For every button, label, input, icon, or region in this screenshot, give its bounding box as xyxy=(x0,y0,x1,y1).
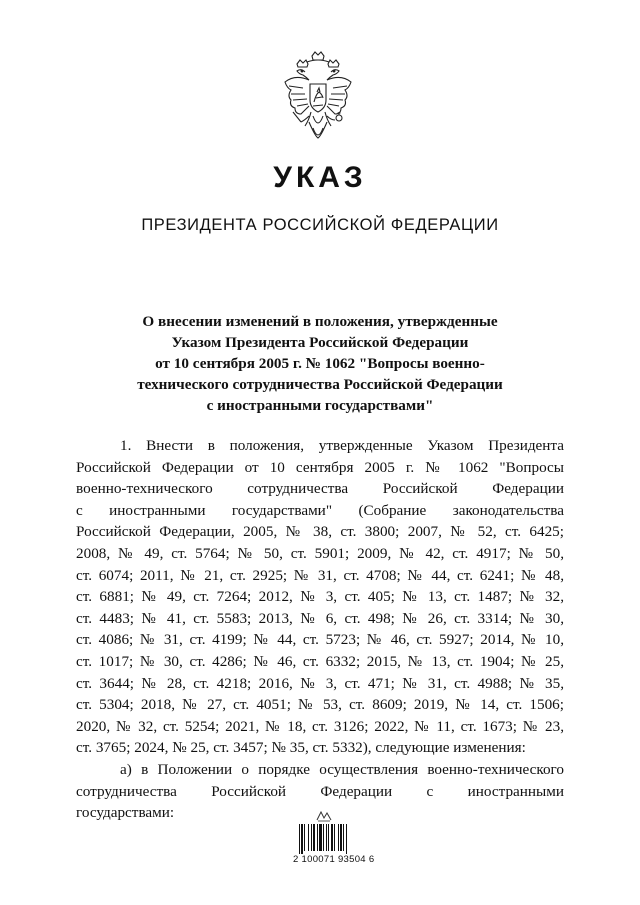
body-line: Российской Федерации, 2005, № 38, ст. 3800; 2007, № 52, ст. 6425; xyxy=(76,523,564,541)
barcode-bar xyxy=(304,824,305,851)
decree-title: УКАЗ xyxy=(273,161,367,194)
body-line: военно-технического сотрудничества Российской Федерации xyxy=(76,480,564,498)
russian-coat-of-arms-icon xyxy=(279,50,357,146)
body-line: 2008, № 49, ст. 5764; № 50, ст. 5901; 2009, № 42, ст. 4917; № 50, xyxy=(76,544,564,562)
barcode-bars-icon xyxy=(299,824,361,854)
body-line: ст. 5304; 2018, № 27, ст. 4051; № 53, ст. 8609; 2019, № 14, ст. 1506; xyxy=(76,696,564,714)
heading-line: технического сотрудничества Российской Федерации xyxy=(137,376,503,393)
barcode-bar xyxy=(328,824,329,851)
document-heading xyxy=(100,311,540,416)
barcode-bar xyxy=(346,824,347,854)
barcode-bar xyxy=(308,824,309,851)
barcode-bar xyxy=(319,824,322,851)
heading-line: О внесении изменений в положения, утвержденные xyxy=(142,313,498,330)
decree-body xyxy=(76,435,564,824)
body-line: 1. Внести в положения, утвержденные Указом Президента xyxy=(120,437,564,454)
barcode-bar xyxy=(340,824,342,851)
body-line: ст. 1017; № 30, ст. 4286; № 46, ст. 6332; 2015, № 13, ст. 1904; № 25, xyxy=(76,652,564,670)
body-line: ст. 6074; 2011, № 21, ст. 2925; № 31, ст. 4708; № 44, ст. 6241; № 48, xyxy=(76,566,564,584)
body-line: ст. 3644; № 28, ст. 4218; 2016, № 3, ст. 471; № 31, ст. 4988; № 35, xyxy=(76,674,564,692)
decree-subtitle: ПРЕЗИДЕНТА РОССИЙСКОЙ ФЕДЕРАЦИИ xyxy=(141,216,499,234)
body-line: а) в Положении о порядке осуществления военно-технического xyxy=(120,760,564,778)
barcode-bar xyxy=(323,824,324,851)
barcode-bar xyxy=(299,824,300,854)
body-line: ст. 6881; № 49, ст. 7264; 2012, № 3, ст. 405; № 13, ст. 1487; № 32, xyxy=(76,588,564,606)
heading-line: от 10 сентября 2005 г. № 1062 "Вопросы военно- xyxy=(155,355,485,372)
barcode-number: 2 100071 93504 6 xyxy=(293,854,375,865)
body-line: сотрудничества Российской Федерации с иностранными xyxy=(76,782,564,800)
barcode-bar xyxy=(317,824,318,851)
barcode-bar xyxy=(343,824,344,851)
body-line: государствами: xyxy=(76,804,175,822)
barcode-bar xyxy=(334,824,335,851)
body-line: ст. 3765; 2024, № 25, ст. 3457; № 35, ст. 5332), следующие изменения: xyxy=(76,739,526,757)
body-line: ст. 4483; № 41, ст. 5583; 2013, № 6, ст. 498; № 26, ст. 3314; № 30, xyxy=(76,609,564,627)
document-mark-icon xyxy=(315,810,333,822)
heading-line: Указом Президента Российской Федерации xyxy=(171,334,469,351)
body-line: ст. 4086; № 31, ст. 4199; № 44, ст. 5723; № 46, ст. 5927; 2014, № 10, xyxy=(76,631,564,649)
barcode-bar xyxy=(313,824,315,851)
heading-line: с иностранными государствами" xyxy=(206,397,434,414)
body-line: 2020, № 32, ст. 5254; 2021, № 18, ст. 3126; 2022, № 11, ст. 1673; № 23, xyxy=(76,717,564,735)
barcode-bar xyxy=(301,824,303,854)
body-line: Российской Федерации от 10 сентября 2005 г. № 1062 "Вопросы xyxy=(76,458,564,476)
barcode-bar xyxy=(326,824,327,851)
barcode xyxy=(293,810,375,870)
barcode-bar xyxy=(311,824,312,851)
barcode-bar xyxy=(331,824,333,851)
body-line: с иностранными государствами" (Собрание законодательства xyxy=(76,501,564,519)
barcode-bar xyxy=(338,824,339,851)
